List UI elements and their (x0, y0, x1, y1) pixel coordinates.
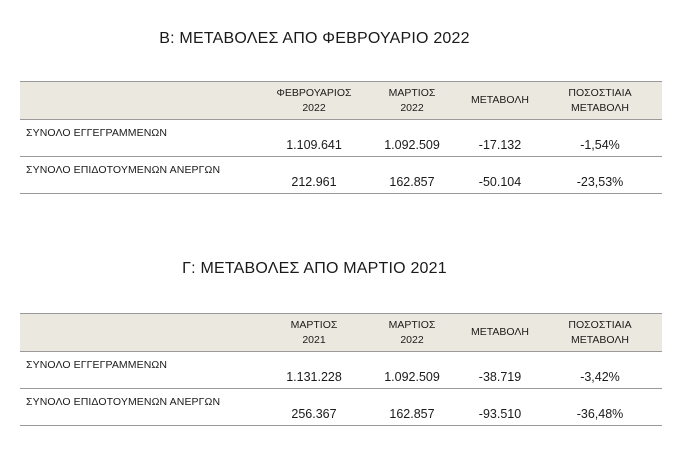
table-header (20, 81, 662, 120)
header-cell: ΜΑΡΤΙΟΣ 2022 (388, 86, 436, 114)
row-value: -17.132 (478, 138, 522, 152)
row-value: 162.857 (389, 175, 435, 189)
table-row (20, 120, 662, 157)
row-value: -3,42% (580, 370, 620, 384)
row-value: -93.510 (478, 407, 522, 421)
header-cell: ΠΟΣΟΣΤΙΑΙΑ ΜΕΤΑΒΟΛΗ (568, 86, 632, 114)
row-label: ΣΥΝΟΛΟ ΕΠΙΔΟΤΟΥΜΕΝΩΝ ΑΝΕΡΓΩΝ (26, 396, 221, 408)
row-value: 1.092.509 (384, 370, 440, 384)
header-cell: ΦΕΒΡΟΥΑΡΙΟΣ 2022 (276, 86, 352, 114)
table-header (20, 313, 662, 352)
header-cell: ΠΟΣΟΣΤΙΑΙΑ ΜΕΤΑΒΟΛΗ (568, 318, 632, 346)
row-value: 1.092.509 (384, 138, 440, 152)
section-c-title: Γ: ΜΕΤΑΒΟΛΕΣ ΑΠΟ ΜΑΡΤΙΟ 2021 (182, 260, 447, 277)
header-cell: ΜΕΤΑΒΟΛΗ (471, 326, 529, 338)
row-value: -1,54% (580, 138, 620, 152)
table-row (20, 389, 662, 426)
table-changes-from-february-2022 (20, 81, 662, 194)
header-cell: ΜΑΡΤΙΟΣ 2021 (290, 318, 338, 346)
row-value: 212.961 (291, 175, 337, 189)
header-cell: ΜΕΤΑΒΟΛΗ (471, 94, 529, 106)
row-value: 1.109.641 (286, 138, 342, 152)
row-value: -23,53% (576, 175, 624, 189)
row-value: -50.104 (478, 175, 522, 189)
section-b-title: Β: ΜΕΤΑΒΟΛΕΣ ΑΠΟ ΦΕΒΡΟΥΑΡΙΟ 2022 (159, 30, 470, 47)
header-cell: ΜΑΡΤΙΟΣ 2022 (388, 318, 436, 346)
table-changes-from-march-2021 (20, 313, 662, 426)
row-value: 256.367 (291, 407, 337, 421)
row-value: 162.857 (389, 407, 435, 421)
row-label: ΣΥΝΟΛΟ ΕΓΓΕΓΡΑΜΜΕΝΩΝ (26, 359, 168, 371)
table-row (20, 157, 662, 194)
row-value: -36,48% (576, 407, 624, 421)
row-label: ΣΥΝΟΛΟ ΕΠΙΔΟΤΟΥΜΕΝΩΝ ΑΝΕΡΓΩΝ (26, 164, 221, 176)
table-row (20, 352, 662, 389)
row-value: -38.719 (478, 370, 522, 384)
row-label: ΣΥΝΟΛΟ ΕΓΓΕΓΡΑΜΜΕΝΩΝ (26, 127, 168, 139)
row-value: 1.131.228 (286, 370, 342, 384)
